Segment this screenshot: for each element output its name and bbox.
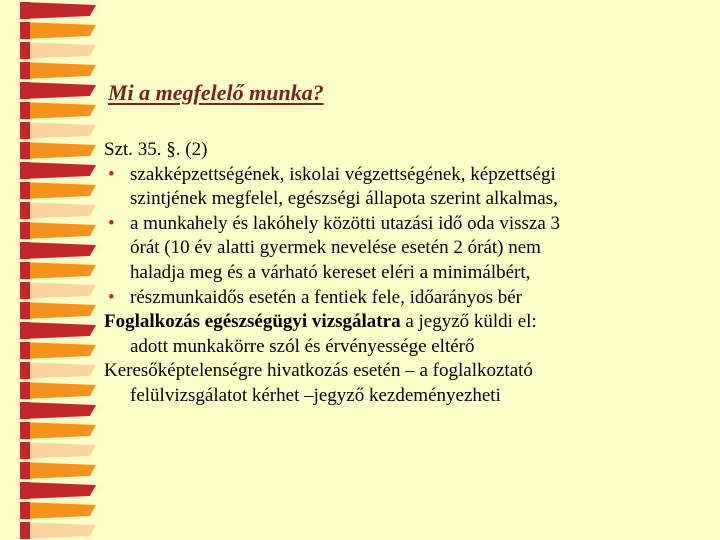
spiral-spine [20, 402, 30, 419]
slide-title: Mi a megfelelő munka? [108, 80, 324, 105]
line-medical-exam: Foglalkozás egészségügyi vizsgálatra a jegyző küldi el: [104, 311, 537, 333]
bullet-1-continuation: szintjének megfelel, egészségi állapota szerint alkalmas, [130, 188, 558, 210]
spiral-spine [20, 162, 30, 179]
spiral-spine [20, 322, 30, 339]
bullet-dot-icon: • [108, 212, 115, 234]
spiral-segment [22, 402, 96, 419]
spiral-spine [20, 182, 30, 199]
spiral-segment [22, 2, 96, 19]
spiral-segment [22, 502, 96, 519]
spiral-spine [20, 342, 30, 359]
spiral-spine [20, 62, 30, 79]
spiral-spine [20, 42, 30, 59]
spiral-spine [20, 442, 30, 459]
spiral-spine [20, 22, 30, 39]
spiral-segment [22, 222, 96, 239]
spiral-segment [22, 122, 96, 139]
spiral-spine [20, 102, 30, 119]
bullet-2: • a munkahely és lakóhely közötti utazási idő oda vissza 3 [104, 212, 704, 237]
spiral-spine [20, 122, 30, 139]
bullet-2-continuation: órát (10 év alatti gyermek nevelése esetén 2 órát) nem [130, 237, 541, 259]
spiral-spine [20, 362, 30, 379]
slide-content [104, 138, 704, 409]
spiral-segment [22, 362, 96, 379]
bold-phrase: Foglalkozás egészségügyi vizsgálatra [104, 311, 401, 333]
spiral-spine [20, 262, 30, 279]
spiral-spine [20, 462, 30, 479]
spiral-spine [20, 142, 30, 159]
spiral-spine [20, 482, 30, 499]
spiral-segment [22, 462, 96, 479]
bullet-dot-icon: • [108, 286, 115, 308]
spiral-segment [22, 22, 96, 39]
spiral-spine [20, 222, 30, 239]
spiral-segment [22, 322, 96, 339]
spiral-segment [22, 382, 96, 399]
spiral-spine [20, 382, 30, 399]
spiral-segment [22, 82, 96, 99]
bullet-3: • részmunkaidős esetén a fentiek fele, időarányos bér [104, 286, 704, 311]
spiral-spine [20, 522, 30, 539]
spiral-segment [22, 182, 96, 199]
spiral-segment [22, 422, 96, 439]
spiral-segment [22, 202, 96, 219]
spiral-segment [22, 302, 96, 319]
spiral-segment [22, 102, 96, 119]
line-incapacity: Keresőképtelenségre hivatkozás esetén – a foglalkoztató [104, 360, 533, 382]
spiral-segment [22, 522, 96, 539]
decorative-spiral-icon [0, 0, 100, 540]
spiral-spine [20, 242, 30, 259]
spiral-segment [22, 482, 96, 499]
spiral-segment [22, 142, 96, 159]
spiral-segment [22, 42, 96, 59]
spiral-segment [22, 242, 96, 259]
line-medical-exam-continuation: adott munkakörre szól és érvényessége eltérő [130, 335, 475, 357]
spiral-spine [20, 302, 30, 319]
spiral-segment [22, 262, 96, 279]
spiral-spine [20, 502, 30, 519]
line-incapacity-continuation: felülvizsgálatot kérhet –jegyző kezdeményezheti [130, 384, 501, 406]
bullet-1: • szakképzettségének, iskolai végzettségének, képzettségi [104, 163, 704, 188]
spiral-segment [22, 282, 96, 299]
spiral-spine [20, 202, 30, 219]
spiral-segment [22, 342, 96, 359]
spiral-spine [20, 282, 30, 299]
spiral-spine [20, 2, 30, 19]
spiral-segment [22, 162, 96, 179]
spiral-segment [22, 62, 96, 79]
bullet-dot-icon: • [108, 163, 115, 185]
spiral-spine [20, 422, 30, 439]
bullet-2-continuation: haladja meg és a várható kereset eléri a minimálbért, [130, 261, 531, 283]
line-1: Szt. 35. §. (2) [104, 139, 208, 160]
spiral-spine [20, 82, 30, 99]
spiral-segment [22, 442, 96, 459]
